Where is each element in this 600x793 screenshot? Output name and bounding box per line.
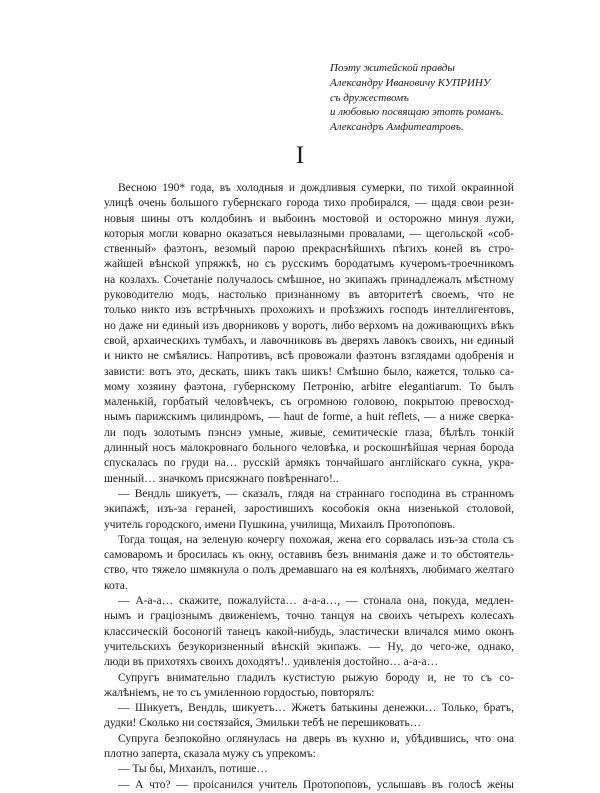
text-line: мому хозяину фаэтона, губернскому Петронію, arbitre elegantiarum. То былъ — [104, 380, 514, 393]
text-line: плотно заперта, сказала мужу съ упрекомъ: — [104, 747, 316, 760]
text-line: люди въ прихотяхъ своихъ доходятъ!.. удивленія достойно… а-а-а… — [104, 656, 439, 669]
text-line: маленькій, горбатый человѣчекъ, съ огромною головою, покрытою превосход- — [104, 396, 514, 409]
text-line: свой, архаическихъ тумбахъ, и лавочниковъ въ дверяхъ лавокъ своихъ, ни единый — [104, 334, 514, 347]
text-line: длинный носъ малокровнаго больного человѣка, и роскошнѣйшая черная борода — [104, 442, 514, 455]
text-line: и никто не смѣялись. Напротивъ, всѣ провожали фаэтонъ взглядами одобренія и — [104, 350, 514, 363]
text-line: жайшей вѣнской упряжкѣ, но съ русскимъ бородатымъ кучеромъ-троечникомъ — [104, 258, 514, 271]
text-line: только никто изъ встрѣчныхъ прохожихъ и проѣзжихъ господъ интеллигентовъ, — [104, 304, 514, 317]
text-line: — Вендль шикуетъ, — сказалъ, глядя на страннаго господина въ странномъ — [118, 487, 514, 500]
text-line: Тогда тощая, на зеленую кочергу похожая, жена его сорвалась изъ-за стола съ — [118, 533, 514, 546]
dedication-line: и любовью посвящаю этотъ романъ. — [330, 106, 504, 119]
text-line: кота. — [104, 579, 128, 592]
text-line: ственный» фаэтонъ, везомый парою прекраснѣйшихъ пѣгихъ коней въ стро- — [104, 243, 514, 256]
text-line: самоваромъ и бросилась къ окну, оставивъ безъ вниманія даже и то обстоятель- — [104, 549, 514, 562]
text-line: — А-а-а… скажите, пожалуйста… а-а-а…, — стонала она, покуда, медлен- — [118, 595, 514, 608]
text-line: улицѣ очень большого губернскаго города тихо пробирался, — щадя свои рези- — [104, 197, 514, 210]
text-line: руководителю модъ, настолько признанному въ авторитетѣ своемъ, что не — [104, 289, 514, 302]
text-line: — А что? — проісанился учитель Протопоповъ, услышавъ въ голосѣ жены — [118, 778, 514, 791]
text-line: — Ты бы, Михаилъ, потише… — [118, 763, 268, 776]
text-line: учитель городского, имени Пушкина, училища, Михаилъ Протопоповъ. — [104, 518, 456, 531]
text-line: но даже ни единый изъ дворниковъ у воротъ, либо верхомъ на доживающихъ вѣкъ — [104, 319, 514, 332]
text-line: новыя шины отъ колдобинъ и выбоинъ мостовой и осторожно минуя лужи, — [104, 212, 514, 225]
text-line: которыя могли коварно оказаться невылазными провалами, — щегольской «соб- — [104, 227, 514, 240]
dedication-line: Александръ Амфитеатровъ. — [330, 121, 464, 134]
text-line: ство, что тяжело шмякнула о полъ дремавшаго на ея колѣняхъ, любимаго желтаго — [104, 564, 514, 577]
text-line: классическій босоногій танецъ какой-нибудь, эластически вличался мимо оконъ — [104, 625, 514, 638]
chapter-number: I — [295, 142, 305, 169]
dedication-line: Поэту житейской правды — [330, 62, 455, 74]
text-line: шенный… значкомъ присяжнаго повѣреннаго!.. — [104, 472, 339, 485]
text-line: Супругъ внимательно гладилъ кустистую рыжую бороду и, не то съ со- — [118, 671, 514, 684]
chapter-body-text — [104, 181, 514, 793]
text-line: дудки! Сколько ни состязайся, Эмильки тебѣ не перешиковать… — [104, 717, 422, 730]
text-line: на козлахъ. Сочетаніе получалось смѣшное, но экипажъ принадлежалъ мѣстному — [104, 273, 514, 286]
text-line: спускалась по груди на… русскій армякъ тончайшаго англійскаго сукна, укра- — [104, 457, 514, 470]
text-line: ли подъ золотымъ пэнснэ умные, живые, семитическіе глаза, бѣлѣлъ тонкій — [104, 426, 514, 439]
dedication-line: Александру Ивановичу КУПРИНУ — [330, 76, 491, 89]
text-line: жалѣніемъ, не то съ умиленною гордостью, повторялъ: — [104, 686, 375, 699]
text-line: Супруга безпокойно оглянулась на дверь въ кухню и, убѣдившись, что она — [118, 732, 514, 745]
text-line: нымъ парижскимъ цилиндромъ, — haut de forme, a huit reflets, — а ниже сверка- — [104, 411, 514, 424]
dedication-epigraph — [330, 61, 580, 135]
text-line: Весною 190* года, въ холодныя и дождливыя сумерки, по тихой окраинной — [118, 182, 514, 194]
text-line: — Шикуетъ, Вендль, шикуетъ… Жжетъ батькины денежки… Только, братъ, — [118, 702, 514, 715]
text-line: нымъ и граціознымъ движеніемъ, точно танцуя на своихъ четырехъ колесахъ — [104, 610, 514, 623]
text-line: зависти: вотъ это, дескать, шикъ такъ шикъ! Смѣшно было, кажется, только са- — [104, 365, 514, 378]
dedication-line: съ дружествомъ — [330, 91, 409, 104]
text-line: экипажѣ, изъ-за гераней, заростившихъ кособокія окна низенькой столовой, — [104, 503, 514, 516]
text-line: учительскихъ безукоризненный вѣнскій экипажъ. — Ну, до чего-же, однако, — [104, 640, 514, 653]
